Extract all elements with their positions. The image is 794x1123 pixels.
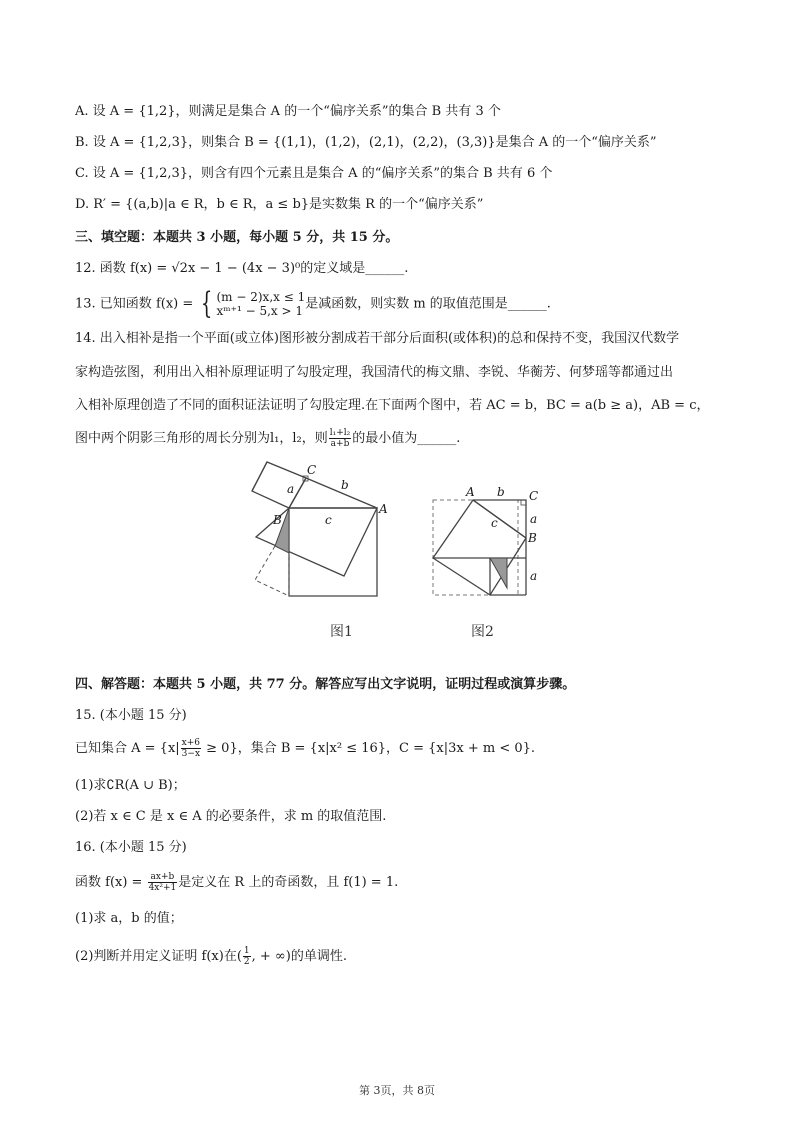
fig1-label-b: b	[341, 478, 349, 492]
q15-frac-den: 3−x	[181, 749, 201, 759]
question-16-statement	[75, 872, 398, 893]
figures-svg	[245, 458, 545, 644]
q15-frac-num: x+6	[181, 738, 201, 748]
section-4-heading: 四、解答题：本题共 5 小题，共 77 分。解答应写出文字说明，证明过程或演算步骤。	[75, 677, 576, 692]
question-16-part-1: (1)求 a，b 的值；	[75, 911, 183, 926]
option-b: B. 设 A = {1,2,3}，则集合 B = {(1,1)，(1,2)，(2,1)，(2,2)，(3,3)}是集合 A 的一个“偏序关系”	[75, 135, 657, 150]
question-15-part-2: (2)若 x ∈ C 是 x ∈ A 的必要条件，求 m 的取值范围.	[75, 809, 387, 824]
question-14-line-4	[75, 428, 460, 449]
question-14-line-3: 入相补原理创造了不同的面积证法证明了勾股定理.在下面两个图中，若 AC = b，BC = a(b ≥ a)，AB = c，	[75, 398, 710, 413]
fig1-label-a: a	[287, 482, 295, 496]
question-15-heading: 15. (本小题 15 分)	[75, 708, 187, 723]
fig1-label-C: C	[307, 463, 317, 477]
fig1-caption: 图1	[330, 624, 353, 640]
fig1-label-c: c	[325, 513, 332, 527]
question-15-statement	[75, 738, 535, 759]
fig1-square-a	[252, 462, 306, 508]
q16-p2-suffix: , + ∞)的单调性.	[251, 949, 347, 964]
brace-symbol: {	[201, 286, 213, 321]
fig1-triangle	[289, 478, 377, 508]
q13-piece-1: (m − 2)x,x ≤ 1	[216, 290, 306, 304]
question-14-line-2: 家构造弦图，利用出入相补原理证明了勾股定理，我国清代的梅文鼎、李锐、华蘅芳、何梦瑶等都通过出	[75, 365, 674, 380]
question-15-part-1: (1)求∁R(A ∪ B)；	[75, 778, 186, 793]
q13-piece-2: xᵐ⁺¹ − 5,x > 1	[216, 304, 303, 318]
q16-p2-prefix: (2)判断并用定义证明 f(x)在(	[75, 949, 242, 964]
fig2-right-angle	[521, 500, 526, 505]
q16-frac-num: ax+b	[148, 872, 178, 883]
fig1-square-c	[289, 508, 377, 596]
fig2-caption: 图2	[471, 624, 494, 640]
q15-prefix: 已知集合 A = {x|	[75, 741, 180, 756]
q16-suffix: 是定义在 R 上的奇函数，且 f(1) = 1.	[178, 875, 399, 890]
q16-fraction	[148, 872, 178, 893]
q13-suffix: 是减函数，则实数 m 的取值范围是______.	[305, 296, 551, 312]
question-12: 12. 函数 f(x) = √2x − 1 − (4x − 3)⁰的定义域是______.	[75, 261, 409, 276]
q15-fraction	[181, 738, 201, 759]
q13-piecewise	[216, 290, 305, 318]
q15-suffix: ≥ 0}，集合 B = {x|x² ≤ 16}，C = {x|3x + m < 0}.	[202, 741, 536, 756]
q16-half-fraction	[243, 946, 251, 967]
fig1-label-A: A	[379, 502, 388, 516]
q14-fraction	[329, 428, 352, 449]
fig2-label-b: b	[497, 485, 505, 499]
fig2-label-a-top: a	[530, 512, 538, 526]
option-a: A. 设 A = {1,2}，则满足是集合 A 的一个“偏序关系”的集合 B 共有 3 个	[75, 104, 501, 119]
fig2-label-c: c	[491, 516, 498, 530]
pythagorean-figures	[245, 458, 545, 644]
question-16-part-2	[75, 946, 347, 967]
fig2-label-a-bottom: a	[530, 569, 538, 583]
fig2-label-C: C	[529, 489, 539, 503]
q16-half-den: 2	[243, 957, 250, 967]
q14-frac-num: l₁+l₂	[329, 428, 351, 438]
fig1-dashed-left	[255, 546, 289, 596]
fig1-label-B: B	[273, 513, 282, 527]
q14-frac-den: a+b	[330, 439, 350, 449]
q14-l4-prefix: 图中两个阴影三角形的周长分别为l₁，l₂，则	[75, 431, 328, 446]
question-16-heading: 16. (本小题 15 分)	[75, 840, 187, 855]
q16-prefix: 函数 f(x) =	[75, 875, 147, 890]
q14-l4-suffix: 的最小值为______.	[352, 431, 461, 446]
section-3-heading: 三、填空题：本题共 3 小题，每小题 5 分，共 15 分。	[75, 230, 399, 245]
option-c: C. 设 A = {1,2,3}，则含有四个元素且是集合 A 的“偏序关系”的集合 B 共有 6 个	[75, 166, 553, 181]
fig2-label-B: B	[528, 531, 537, 545]
fig2-label-A: A	[466, 485, 475, 499]
page-footer: 第 3页，共 8页	[359, 1084, 435, 1097]
fig2-hypotenuse	[473, 500, 526, 538]
option-d: D. R′ = {(a,b)|a ∈ R，b ∈ R，a ≤ b}是实数集 R 的一个“偏序关系”	[75, 197, 484, 212]
q13-prefix: 13. 已知函数 f(x) =	[75, 296, 198, 312]
q16-half-num: 1	[243, 946, 250, 956]
fig2-shaded-triangle	[490, 558, 507, 588]
q16-frac-den: 4x²+1	[148, 883, 177, 893]
fig2-square-c	[433, 500, 526, 595]
question-13	[75, 286, 551, 321]
fig1-side-line	[252, 462, 267, 491]
question-14-line-1: 14. 出入相补是指一个平面(或立体)图形被分割成若干部分后面积(或体积)的总和保持不变，我国汉代数学	[75, 331, 680, 346]
